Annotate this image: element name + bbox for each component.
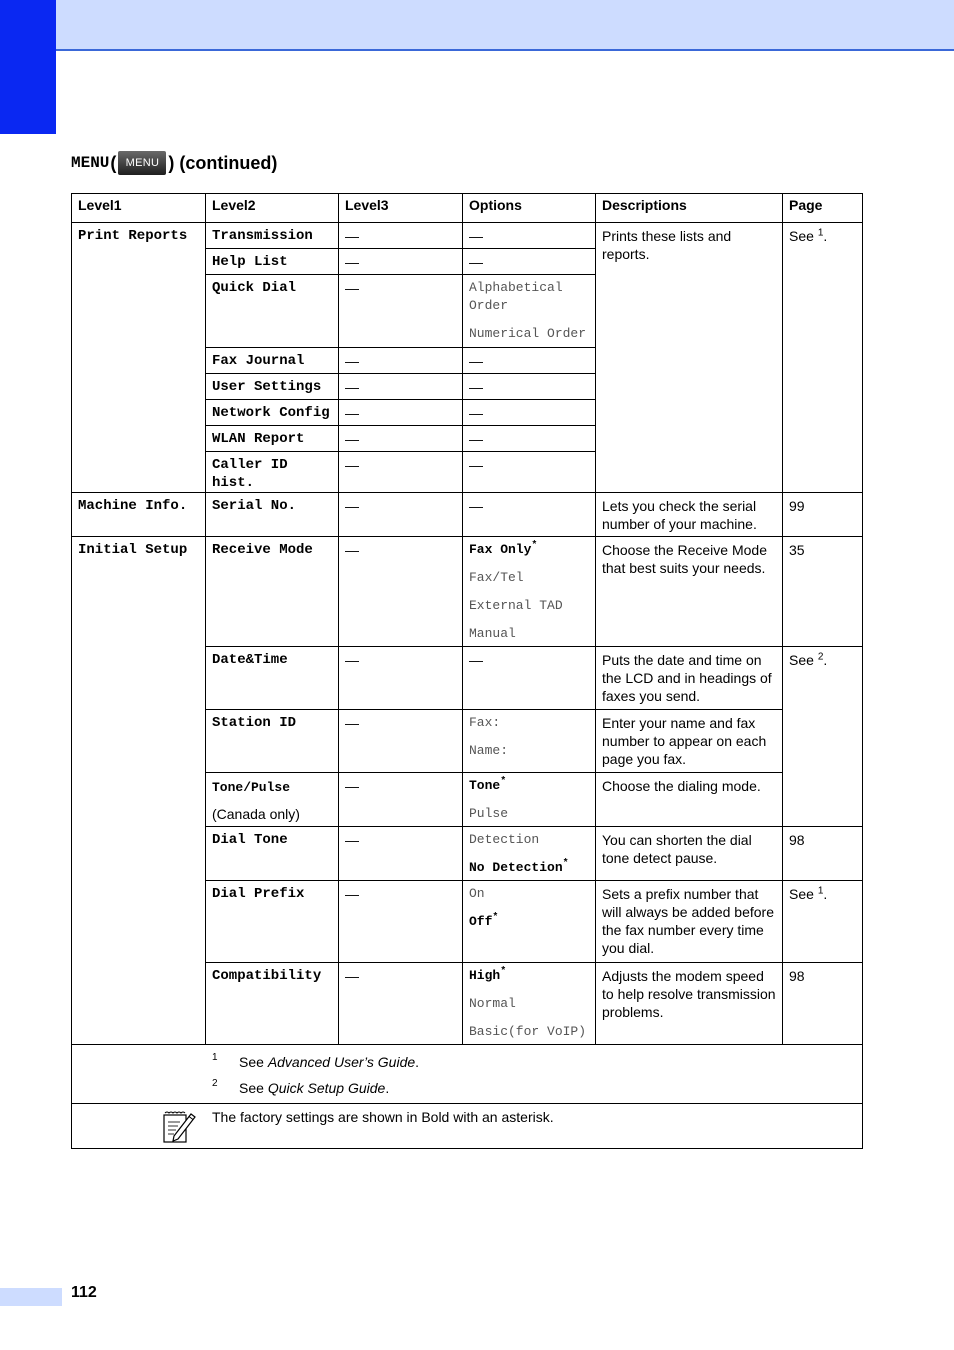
level2-cell: User Settings — [206, 374, 339, 400]
option-item: Pulse — [469, 806, 509, 821]
option-item: Numerical Order — [469, 326, 587, 341]
header-descriptions: Descriptions — [596, 194, 783, 223]
options-cell — [463, 881, 596, 963]
chapter-tab — [0, 0, 56, 134]
level3-cell: — — [339, 426, 463, 452]
level2-cell: Network Config — [206, 400, 339, 426]
table-row — [72, 223, 863, 249]
continued-label: (continued) — [179, 152, 278, 173]
menu-table — [71, 193, 863, 1149]
option-item: Normal — [469, 996, 516, 1011]
option-default: Tone* — [469, 776, 507, 793]
level2-cell: Compatibility — [206, 963, 339, 1045]
description-cell: You can shorten the dial tone detect pause. — [596, 827, 783, 881]
option-item: Manual — [469, 626, 516, 641]
description-cell: Sets a prefix number that will always be added before the fax number every time you dial. — [596, 881, 783, 963]
options-cell — [463, 710, 596, 773]
level2-cell: Transmission — [206, 223, 339, 249]
options-cell: — — [463, 249, 596, 275]
level2-cell: Station ID — [206, 710, 339, 773]
level3-cell: — — [339, 773, 463, 827]
option-item: Detection — [469, 832, 540, 847]
options-cell: — — [463, 493, 596, 537]
options-cell: — — [463, 374, 596, 400]
option-default: Off* — [469, 912, 499, 929]
level2-cell: Receive Mode — [206, 537, 339, 647]
option-default: Fax Only* — [469, 540, 538, 557]
level2-cell: Help List — [206, 249, 339, 275]
header-band — [0, 0, 954, 51]
level3-cell: — — [339, 400, 463, 426]
level2-cell: Serial No. — [206, 493, 339, 537]
options-cell — [463, 275, 596, 348]
description-cell: Choose the dialing mode. — [596, 773, 783, 827]
level2-cell: Caller ID hist. — [206, 452, 339, 493]
options-cell: — — [463, 400, 596, 426]
level2-cell: Quick Dial — [206, 275, 339, 348]
level1-print-reports: Print Reports — [72, 223, 206, 493]
level3-cell: — — [339, 223, 463, 249]
page-cell: See $^1$. — [783, 881, 863, 963]
footnotes-cell — [72, 1045, 863, 1104]
page-footer-bar — [0, 1288, 62, 1306]
table-header-row — [72, 194, 863, 223]
level3-cell: — — [339, 493, 463, 537]
option-item: On — [469, 886, 485, 901]
level1-machine-info: Machine Info. — [72, 493, 206, 537]
option-item: Fax: — [469, 715, 501, 730]
table-row — [72, 537, 863, 647]
options-cell: — — [463, 426, 596, 452]
note-pencil-icon — [162, 1110, 196, 1144]
level2-cell: WLAN Report — [206, 426, 339, 452]
option-item: Alphabetical Order — [469, 280, 563, 313]
options-cell — [463, 537, 596, 647]
options-cell: — — [463, 452, 596, 493]
footnote-1: 1 See Advanced User’s Guide. — [212, 1052, 420, 1070]
header-options: Options — [463, 194, 596, 223]
level2-cell: Dial Prefix — [206, 881, 339, 963]
open-paren: ( — [110, 152, 117, 173]
level2-cell: Fax Journal — [206, 348, 339, 374]
header-level2: Level2 — [206, 194, 339, 223]
close-paren: ) — [168, 152, 175, 173]
page-cell: 98 — [783, 827, 863, 881]
level3-cell: — — [339, 537, 463, 647]
page-cell: 35 — [783, 537, 863, 647]
level3-cell: — — [339, 275, 463, 348]
options-cell — [463, 773, 596, 827]
description-cell: Puts the date and time on the LCD and in headings of faxes you send. — [596, 647, 783, 710]
header-level1: Level1 — [72, 194, 206, 223]
header-level3: Level3 — [339, 194, 463, 223]
section-heading — [71, 150, 277, 176]
level3-cell: — — [339, 374, 463, 400]
options-cell: — — [463, 223, 596, 249]
header-page: Page — [783, 194, 863, 223]
footnote-2: 2 See Quick Setup Guide. — [212, 1078, 390, 1096]
description-cell: Adjusts the modem speed to help resolve transmission problems. — [596, 963, 783, 1045]
description-cell: Lets you check the serial number of your machine. — [596, 493, 783, 537]
options-cell — [463, 827, 596, 881]
page-print-reports: See $^1$. — [783, 223, 863, 493]
level2-cell: Tone/Pulse (Canada only) — [206, 773, 339, 827]
option-item: Fax/Tel — [469, 570, 524, 585]
options-cell — [463, 963, 596, 1045]
level2-cell: Dial Tone — [206, 827, 339, 881]
footnotes-row — [72, 1045, 863, 1104]
level1-initial-setup: Initial Setup — [72, 537, 206, 1045]
option-default: No Detection* — [469, 858, 569, 875]
table-row — [72, 493, 863, 537]
note-text: The factory settings are shown in Bold with an asterisk. — [212, 1109, 554, 1125]
level3-cell: — — [339, 249, 463, 275]
level3-cell: — — [339, 827, 463, 881]
level3-cell: — — [339, 647, 463, 710]
options-cell: — — [463, 647, 596, 710]
option-item: External TAD — [469, 598, 563, 613]
description-cell: Enter your name and fax number to appear on each page you fax. — [596, 710, 783, 773]
level3-cell: — — [339, 963, 463, 1045]
menu-word: MENU — [71, 154, 110, 172]
level3-cell: — — [339, 881, 463, 963]
page-cell: 99 — [783, 493, 863, 537]
description-cell: Choose the Receive Mode that best suits your needs. — [596, 537, 783, 647]
description-print-reports: Prints these lists and reports. — [596, 223, 783, 493]
option-item: Basic(for VoIP) — [469, 1024, 587, 1039]
page-cell: 98 — [783, 963, 863, 1045]
options-cell: — — [463, 348, 596, 374]
level3-cell: — — [339, 348, 463, 374]
level3-cell: — — [339, 710, 463, 773]
note-cell — [72, 1104, 863, 1149]
level3-cell: — — [339, 452, 463, 493]
option-item: Name: — [469, 743, 509, 758]
note-row — [72, 1104, 863, 1149]
option-default: High* — [469, 966, 507, 983]
menu-key-icon: MENU — [118, 151, 166, 175]
level2-cell: Date&Time — [206, 647, 339, 710]
level2-note: (Canada only) — [212, 806, 300, 822]
page-cell: See $^2$. — [783, 647, 863, 827]
page-number: 112 — [71, 1284, 97, 1301]
